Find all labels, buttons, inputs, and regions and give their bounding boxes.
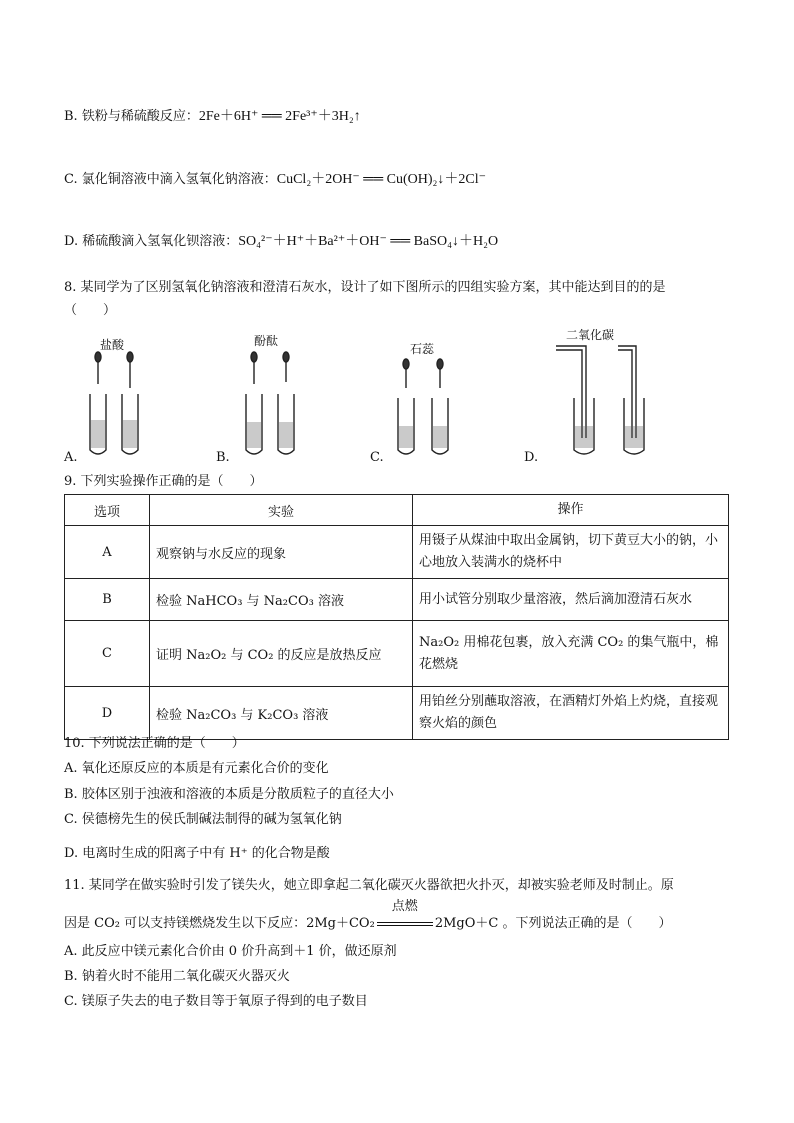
- figure-b-reagent: 酚酞: [254, 334, 279, 348]
- option-d-equation: SO₄²⁻＋H⁺＋Ba²⁺＋OH⁻ ══ BaSO₄↓＋H₂O: [238, 234, 499, 249]
- figure-c: [370, 332, 490, 464]
- option-c-equation: CuCl₂＋2OH⁻ ══ Cu(OH)₂↓＋2Cl⁻: [276, 172, 487, 187]
- row-a-option: A: [65, 526, 150, 579]
- row-c-option: C: [65, 621, 150, 687]
- figure-d-choice: D.: [524, 450, 539, 465]
- option-d-label: D. 稀硫酸滴入氢氧化钡溶液：: [64, 234, 239, 249]
- q9-table-header: [65, 495, 729, 526]
- table-row: [65, 621, 729, 687]
- figure-a-drawing: [64, 332, 184, 464]
- q11-option-a: A. 此反应中镁元素化合价由 0 价升高到＋1 价，做还原剂: [64, 944, 397, 959]
- figure-a-choice: A.: [64, 450, 78, 465]
- q11-option-b: B. 钠着火时不能用二氧化碳灭火器灭火: [64, 969, 290, 984]
- figure-d-drawing: [524, 326, 664, 464]
- figure-c-choice: C.: [370, 450, 384, 465]
- row-d-option: D: [65, 687, 150, 740]
- row-c-operation: Na₂O₂ 用棉花包裹，放入充满 CO₂ 的集气瓶中，棉花燃烧: [413, 621, 729, 687]
- figure-d: [524, 326, 664, 464]
- q10-option-b: B. 胶体区别于浊液和溶液的本质是分散质粒子的直径大小: [64, 787, 394, 802]
- figure-b-choice: B.: [216, 450, 230, 465]
- figure-b: [216, 332, 336, 464]
- header-option: 选项: [65, 495, 150, 526]
- option-b-equation: 2Fe＋6H⁺ ══ 2Fe³⁺＋3H₂↑: [198, 109, 361, 124]
- option-b-label: B. 铁粉与稀硫酸反应：: [64, 109, 199, 124]
- q11-line2-post: 2MgO＋C 。下列说法正确的是（ ）: [434, 916, 672, 931]
- row-b-operation: 用小试管分别取少量溶液，然后滴加澄清石灰水: [413, 579, 729, 621]
- figure-d-reagent: 二氧化碳: [566, 328, 615, 342]
- row-a-operation: 用镊子从煤油中取出金属钠，切下黄豆大小的钠，小心地放入装满水的烧杯中: [413, 526, 729, 579]
- header-experiment: 实验: [150, 495, 413, 526]
- figure-b-drawing: [216, 332, 336, 464]
- q9-stem: 9. 下列实验操作正确的是（ ）: [64, 474, 263, 489]
- header-operation: 操作: [413, 495, 729, 526]
- table-row: [65, 687, 729, 740]
- reaction-arrow: [377, 898, 433, 930]
- figure-a: [64, 332, 184, 464]
- table-row: [65, 579, 729, 621]
- q10-option-a: A. 氧化还原反应的本质是有元素化合价的变化: [64, 761, 329, 776]
- table-row: [65, 526, 729, 579]
- option-b-line: [64, 108, 361, 126]
- q11-line1: 11. 某同学在做实验时引发了镁失火，她立即拿起二氧化碳灭火器欲把火扑灭，却被实验老师及时制止。原: [64, 878, 674, 893]
- q10-option-d: D. 电离时生成的阳离子中有 H⁺ 的化合物是酸: [64, 846, 330, 861]
- option-c-line: [64, 171, 486, 189]
- q9-table: [64, 494, 729, 740]
- row-a-experiment: 观察钠与水反应的现象: [150, 526, 413, 579]
- row-d-operation: 用铂丝分别蘸取溶液，在酒精灯外焰上灼烧，直接观察火焰的颜色: [413, 687, 729, 740]
- q10-stem: 10. 下列说法正确的是（ ）: [64, 736, 245, 751]
- q8-blank: （ ）: [64, 303, 117, 318]
- q8-stem: 8. 某同学为了区别氢氧化钠溶液和澄清石灰水，设计了如下图所示的四组实验方案，其中能达到目的的是: [64, 280, 666, 295]
- row-c-experiment: 证明 Na₂O₂ 与 CO₂ 的反应是放热反应: [150, 621, 413, 687]
- option-d-line: [64, 233, 498, 251]
- q11-line2: [64, 898, 672, 933]
- figure-c-reagent: 石蕊: [410, 342, 435, 356]
- q11-option-c: C. 镁原子失去的电子数目等于氧原子得到的电子数目: [64, 994, 368, 1009]
- row-b-option: B: [65, 579, 150, 621]
- q10-option-c: C. 侯德榜先生的侯氏制碱法制得的碱为氢氧化钠: [64, 812, 342, 827]
- option-c-label: C. 氯化铜溶液中滴入氢氧化钠溶液：: [64, 172, 277, 187]
- q11-line2-pre: 因是 CO₂ 可以支持镁燃烧发生以下反应：2Mg＋CO₂: [64, 916, 375, 931]
- row-d-experiment: 检验 Na₂CO₃ 与 K₂CO₃ 溶液: [150, 687, 413, 740]
- reaction-condition: 点燃: [391, 898, 418, 914]
- figure-c-drawing: [370, 332, 490, 464]
- figure-a-reagent: 盐酸: [100, 338, 125, 352]
- row-b-experiment: 检验 NaHCO₃ 与 Na₂CO₃ 溶液: [150, 579, 413, 621]
